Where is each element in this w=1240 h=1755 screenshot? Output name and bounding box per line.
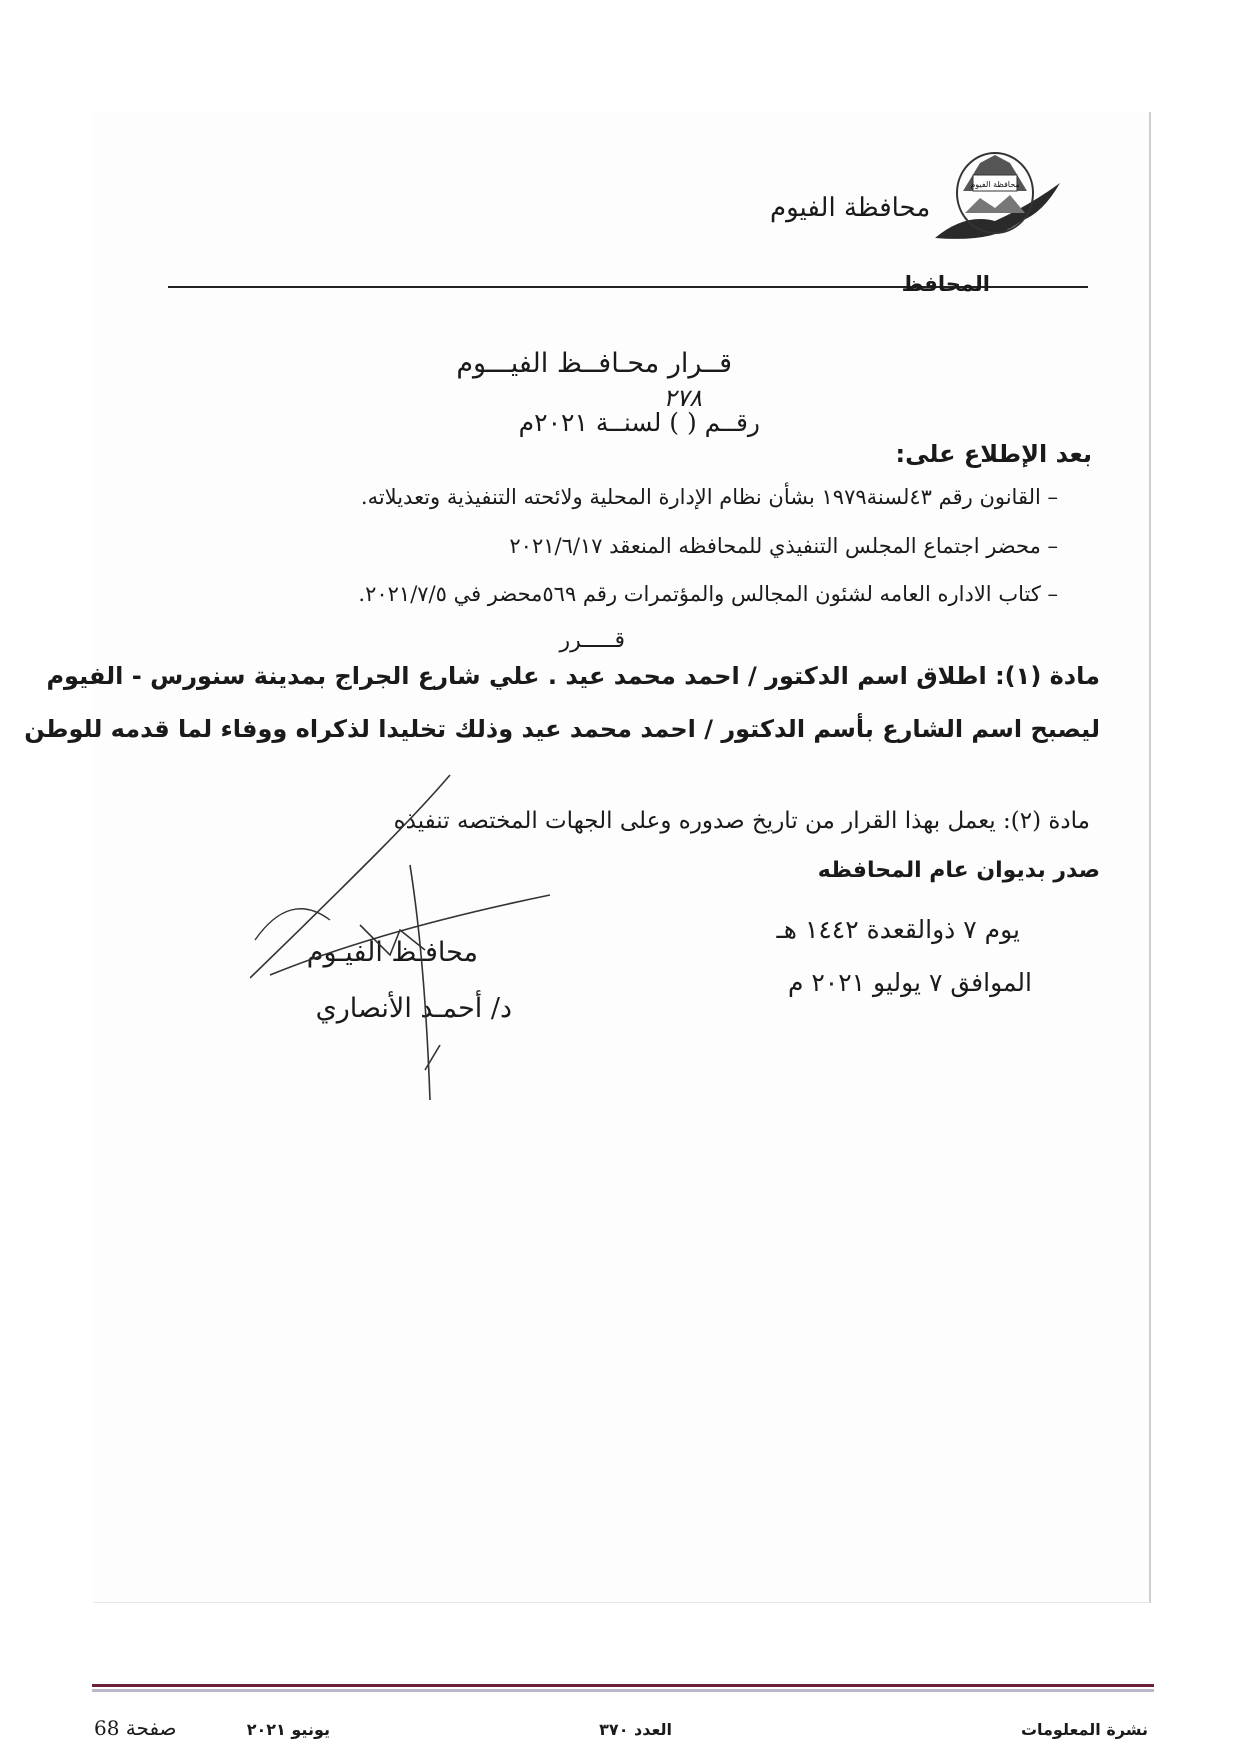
decree-handwritten-number: ٢٧٨ — [663, 384, 702, 412]
review-heading: بعد الإطلاع على: — [895, 440, 1092, 468]
reference-item: – محضر اجتماع المجلس التنفيذي للمحافظه المنعقد ٢٠٢١/٦/١٧ — [509, 534, 1058, 558]
decree-title: قــرار محـافــظ الفيـــوم — [456, 348, 732, 379]
footer-publication: نشرة المعلومات — [1020, 1720, 1148, 1739]
governorate-emblem-icon — [925, 143, 1065, 248]
svg-text:محافظة الفيوم: محافظة الفيوم — [970, 180, 1020, 189]
article-2: مادة (٢): يعمل بهذا القرار من تاريخ صدوره وعلى الجهات المختصه تنفيذه — [393, 808, 1090, 834]
footer-divider — [92, 1684, 1154, 1692]
footer-issue: العدد ٣٧٠ — [599, 1720, 672, 1739]
gregorian-date: الموافق ٧ يوليو ٢٠٢١ م — [787, 968, 1032, 997]
issued-at: صدر بديوان عام المحافظه — [817, 858, 1100, 883]
signatory-title: محافـظ الفيـوم — [306, 937, 478, 968]
signatory-name: د/ أحمـد الأنصاري — [315, 993, 512, 1024]
decree-number-line: رقــم ( ) لسنــة ٢٠٢١م — [518, 408, 760, 437]
handwritten-signature — [250, 770, 570, 1100]
hijri-date: يوم ٧ ذوالقعدة ١٤٤٢ هـ — [776, 915, 1020, 944]
reference-item: – كتاب الاداره العامه لشئون المجالس والمؤتمرات رقم ٥٦٩محضر في ٢٠٢١/٧/٥. — [358, 582, 1058, 606]
article-1-line-2: ليصبح اسم الشارع بأسم الدكتور / احمد محمد عيد وذلك تخليدا لذكراه ووفاء لما قدمه للوطن — [24, 715, 1100, 743]
office-label: المحافظ — [901, 272, 990, 296]
footer-page-number: صفحة 68 — [94, 1716, 177, 1740]
reference-item: – القانون رقم ٤٣لسنة١٩٧٩ بشأن نظام الإدارة المحلية ولائحته التنفيذية وتعديلاته. — [360, 485, 1058, 509]
governorate-name: محافظة الفيوم — [770, 193, 931, 223]
footer-date: يونيو ٢٠٢١ — [246, 1720, 330, 1739]
article-1-line-1: مادة (١): اطلاق اسم الدكتور / احمد محمد عيد . علي شارع الجراج بمدينة سنورس - الفيوم — [46, 662, 1100, 690]
decision-heading: قـــــرر — [559, 628, 625, 653]
